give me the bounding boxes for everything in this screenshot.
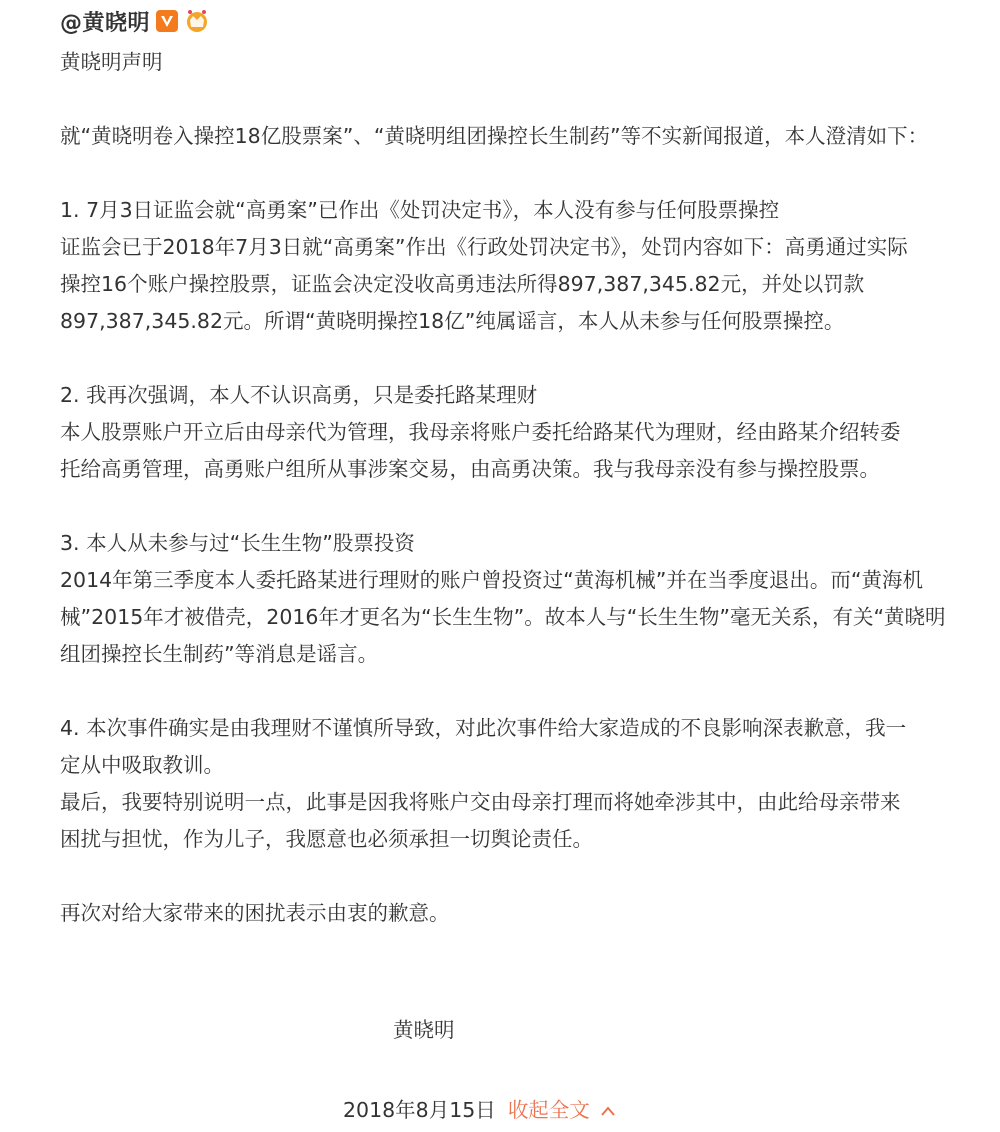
section-line: 897,387,345.82元。所谓“黄晓明操控18亿”纯属谣言，本人从未参与任何股票操控。 [60, 309, 845, 333]
section-line: 操控16个账户操控股票，证监会决定没收高勇违法所得897,387,345.82元，并处以罚款 [60, 272, 865, 296]
section-line: 组团操控长生制药”等消息是谣言。 [60, 642, 379, 666]
section-4 [60, 710, 975, 858]
post-title: 黄晓明声明 [60, 50, 163, 74]
section-line: 最后，我要特别说明一点，此事是因我将账户交由母亲打理而将她牵涉其中，由此给母亲带来 [60, 790, 901, 814]
post-body [60, 44, 975, 932]
section-line: 械”2015年才被借壳，2016年才更名为“长生生物”。故本人与“长生生物”毫无关系，有关“黄晓明 [60, 605, 946, 629]
section-line: 证监会已于2018年7月3日就“高勇案”作出《行政处罚决定书》，处罚内容如下：高勇通过实际 [60, 235, 908, 259]
intro-paragraph: 就“黄晓明卷入操控18亿股票案”、“黄晓明组团操控长生制药”等不实新闻报道，本人澄清如下： [60, 124, 929, 148]
section-line: 定从中吸取教训。 [60, 753, 224, 777]
section-line: 本人股票账户开立后由母亲代为管理，我母亲将账户委托给路某代为理财，经由路某介绍转委 [60, 420, 901, 444]
section-line: 4. 本次事件确实是由我理财不谨慎所导致，对此次事件给大家造成的不良影响深表歉意，我一 [60, 716, 907, 740]
post-header [60, 4, 210, 38]
section-3 [60, 525, 975, 673]
closing-paragraph: 再次对给大家带来的困扰表示由衷的歉意。 [60, 901, 450, 925]
post-footer [343, 1092, 616, 1129]
section-line: 3. 本人从未参与过“长生生物”股票投资 [60, 531, 415, 555]
section-line: 2. 我再次强调，本人不认识高勇，只是委托路某理财 [60, 383, 538, 407]
section-line: 托给高勇管理，高勇账户组所从事涉案交易，由高勇决策。我与我母亲没有参与操控股票。 [60, 457, 880, 481]
section-line: 2014年第三季度本人委托路某进行理财的账户曾投资过“黄海机械”并在当季度退出。而“黄海机 [60, 568, 924, 592]
collapse-label: 收起全文 [507, 1098, 590, 1122]
username-link[interactable]: @黄晓明 [60, 10, 151, 36]
section-line: 1. 7月3日证监会就“高勇案”已作出《处罚决定书》，本人没有参与任何股票操控 [60, 198, 780, 222]
post-date: 2018年8月15日 [343, 1098, 496, 1122]
section-2 [60, 377, 975, 488]
chevron-up-icon [600, 1105, 616, 1117]
verified-v-icon[interactable] [156, 10, 178, 32]
signature: 黄晓明 [393, 1018, 455, 1042]
section-line: 困扰与担忧，作为儿子，我愿意也必须承担一切舆论责任。 [60, 827, 593, 851]
section-1 [60, 192, 975, 340]
collapse-full-text-link[interactable] [508, 1092, 616, 1129]
member-crown-icon[interactable] [184, 8, 210, 34]
